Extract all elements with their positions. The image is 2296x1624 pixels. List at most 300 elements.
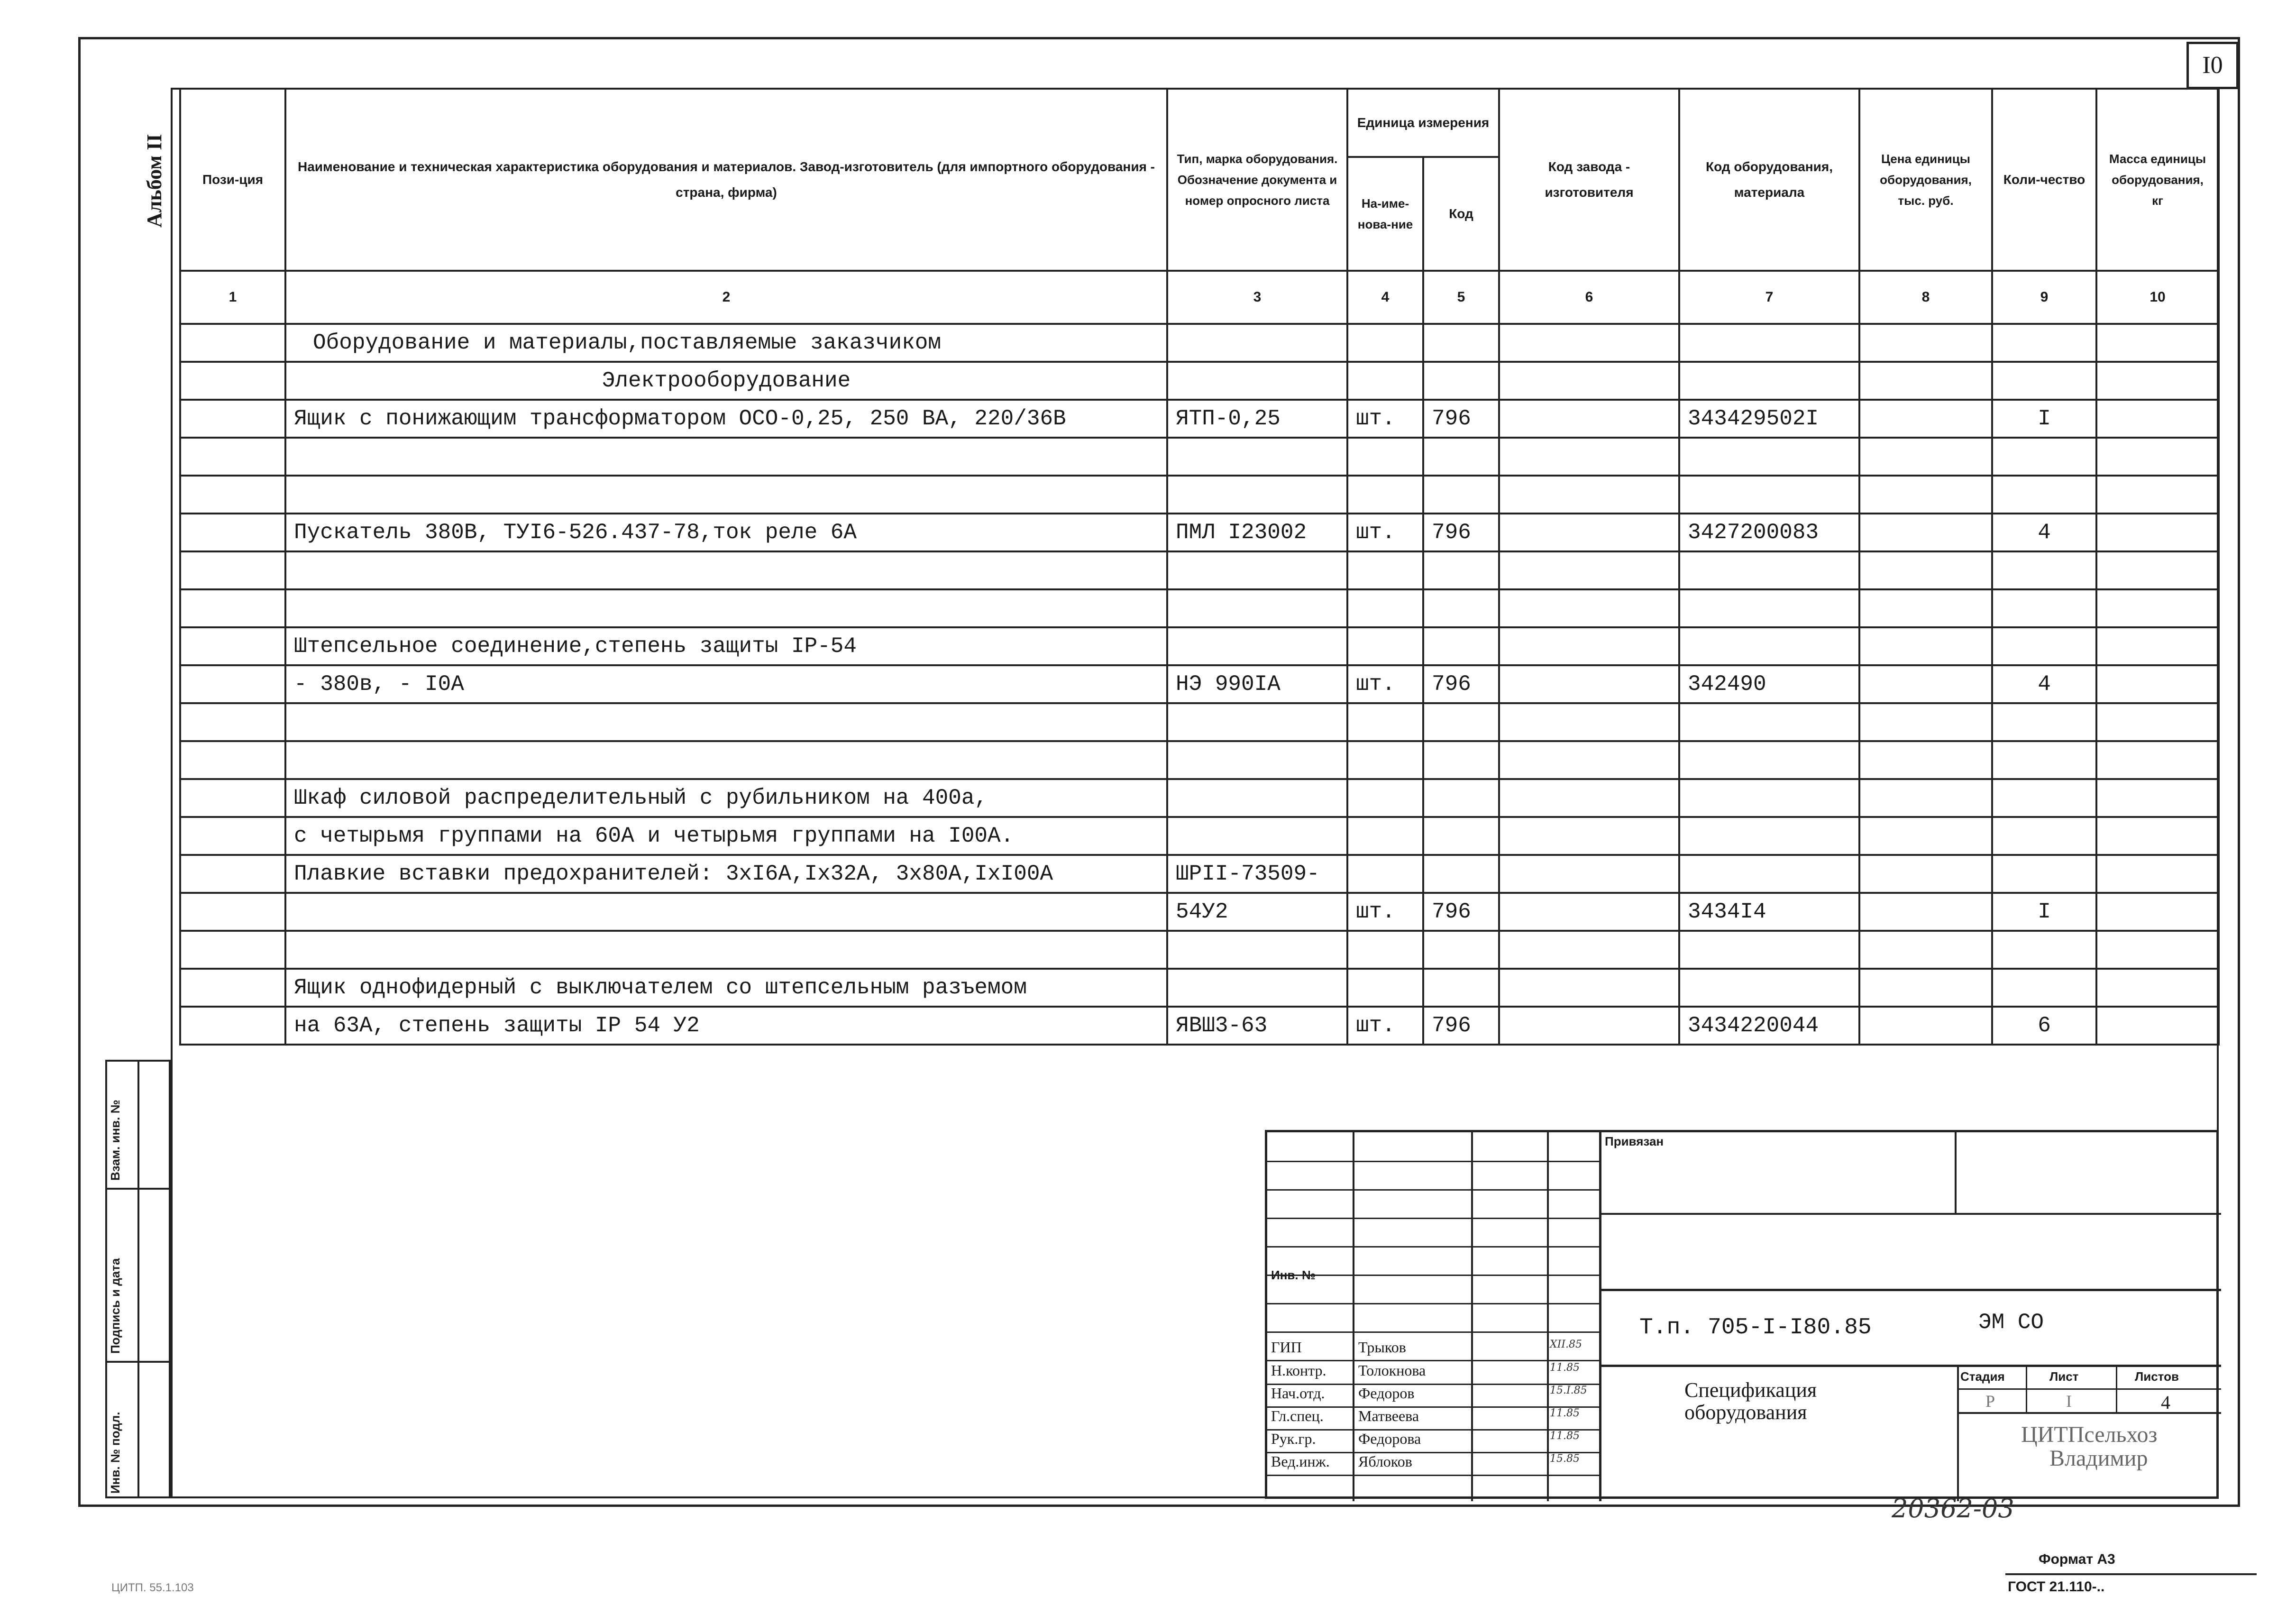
specification-body bbox=[180, 324, 2219, 1045]
cell-price bbox=[1859, 362, 1992, 400]
stamp-line bbox=[1353, 1132, 1354, 1501]
cell-quantity bbox=[1992, 817, 2096, 855]
cell-unit-code bbox=[1423, 324, 1499, 362]
stamp-organization: ЦИТПсельхоз bbox=[2021, 1422, 2158, 1447]
cell-price bbox=[1859, 665, 1992, 703]
cell-equipment-code bbox=[1679, 779, 1859, 817]
header-unit: Единица измерения bbox=[1347, 89, 1499, 157]
cell-plant-code bbox=[1499, 362, 1679, 400]
cell-unit bbox=[1347, 855, 1423, 893]
cell-mass bbox=[2096, 931, 2219, 969]
cell-name: Ящик однофидерный с выключателем со штепсельным разъемом bbox=[285, 969, 1167, 1007]
cell-unit-code bbox=[1423, 438, 1499, 476]
cell-plant-code bbox=[1499, 324, 1679, 362]
cell-quantity: 6 bbox=[1992, 1007, 2096, 1045]
table-row bbox=[180, 362, 2219, 400]
cell-position bbox=[180, 1007, 285, 1045]
cell-unit bbox=[1347, 551, 1423, 589]
cell-equipment-code: 3434220044 bbox=[1679, 1007, 1859, 1045]
cell-unit bbox=[1347, 779, 1423, 817]
cell-unit-code bbox=[1423, 476, 1499, 514]
cell-mass bbox=[2096, 817, 2219, 855]
stamp-line bbox=[1599, 1213, 2221, 1215]
cell-name: Пускатель 380В, ТУI6-526.437-78,ток реле 6А bbox=[285, 514, 1167, 551]
cell-equipment-code bbox=[1679, 817, 1859, 855]
cell-unit-code: 796 bbox=[1423, 1007, 1499, 1045]
column-number: 6 bbox=[1499, 271, 1679, 324]
cell-unit-code bbox=[1423, 627, 1499, 665]
cell-price bbox=[1859, 551, 1992, 589]
cell-price bbox=[1859, 627, 1992, 665]
cell-unit-code: 796 bbox=[1423, 400, 1499, 438]
column-number: 1 bbox=[180, 271, 285, 324]
stamp-line bbox=[2116, 1365, 2117, 1412]
cell-price bbox=[1859, 400, 1992, 438]
cell-type bbox=[1167, 362, 1347, 400]
cell-mass bbox=[2096, 551, 2219, 589]
stamp-sheets-label: Листов bbox=[2135, 1369, 2179, 1384]
cell-quantity: 4 bbox=[1992, 514, 2096, 551]
cell-quantity bbox=[1992, 476, 2096, 514]
cell-plant-code bbox=[1499, 476, 1679, 514]
stamp-role: Нач.отд. bbox=[1271, 1385, 1325, 1402]
cell-unit: шт. bbox=[1347, 665, 1423, 703]
cell-name: с четырьмя группами на 60А и четырьмя группами на I00А. bbox=[285, 817, 1167, 855]
stamp-line bbox=[1267, 1246, 1599, 1248]
header-mass: Масса единицы оборудования, кг bbox=[2096, 89, 2219, 271]
column-number: 3 bbox=[1167, 271, 1347, 324]
cell-position bbox=[180, 627, 285, 665]
cell-name: Штепсельное соединение,степень защиты IP-54 bbox=[285, 627, 1167, 665]
stamp-person-name: Трыков bbox=[1358, 1339, 1406, 1356]
stamp-section-code: ЭМ СО bbox=[1978, 1310, 2044, 1335]
stamp-line bbox=[1267, 1303, 1599, 1304]
cell-type: 54У2 bbox=[1167, 893, 1347, 931]
stamp-role: Рук.гр. bbox=[1271, 1430, 1316, 1447]
cell-quantity bbox=[1992, 969, 2096, 1007]
stamp-line bbox=[1267, 1360, 1599, 1361]
cell-unit: шт. bbox=[1347, 514, 1423, 551]
stamp-person-name: Толокнова bbox=[1358, 1362, 1426, 1379]
cell-type: НЭ 990IA bbox=[1167, 665, 1347, 703]
cell-mass bbox=[2096, 779, 2219, 817]
cell-unit bbox=[1347, 438, 1423, 476]
stamp-document-code: Т.п. 705-I-I80.85 bbox=[1639, 1315, 1872, 1340]
table-row bbox=[180, 779, 2219, 817]
cell-position bbox=[180, 741, 285, 779]
cell-unit-code bbox=[1423, 779, 1499, 817]
stamp-sheets-value: 4 bbox=[2161, 1392, 2170, 1413]
table-row bbox=[180, 703, 2219, 741]
cell-mass bbox=[2096, 438, 2219, 476]
stamp-line bbox=[1599, 1289, 2221, 1291]
cell-plant-code bbox=[1499, 779, 1679, 817]
cell-unit bbox=[1347, 703, 1423, 741]
cell-unit-code bbox=[1423, 703, 1499, 741]
cell-name bbox=[285, 893, 1167, 931]
archive-number: 20362-03 bbox=[1892, 1494, 2014, 1523]
cell-quantity bbox=[1992, 703, 2096, 741]
stamp-person-name: Яблоков bbox=[1358, 1453, 1412, 1470]
cell-equipment-code bbox=[1679, 855, 1859, 893]
cell-plant-code bbox=[1499, 665, 1679, 703]
cell-quantity bbox=[1992, 551, 2096, 589]
cell-price bbox=[1859, 741, 1992, 779]
cell-name bbox=[285, 438, 1167, 476]
cell-equipment-code bbox=[1679, 969, 1859, 1007]
cell-quantity: 4 bbox=[1992, 665, 2096, 703]
cell-equipment-code bbox=[1679, 438, 1859, 476]
cell-name: Шкаф силовой распределительный с рубильником на 400а, bbox=[285, 779, 1167, 817]
cell-equipment-code bbox=[1679, 476, 1859, 514]
cell-unit-code: 796 bbox=[1423, 514, 1499, 551]
specification-table bbox=[179, 88, 2220, 1046]
cell-price bbox=[1859, 589, 1992, 627]
cell-price bbox=[1859, 476, 1992, 514]
table-row bbox=[180, 514, 2219, 551]
strip-label-replacement: Взам. инв. № bbox=[108, 1100, 122, 1181]
cell-type bbox=[1167, 476, 1347, 514]
cell-quantity bbox=[1992, 589, 2096, 627]
cell-mass bbox=[2096, 855, 2219, 893]
cell-unit bbox=[1347, 627, 1423, 665]
cell-name: Ящик с понижающим трансформатором ОСО-0,25, 250 ВА, 220/36В bbox=[285, 400, 1167, 438]
cell-quantity bbox=[1992, 855, 2096, 893]
cell-price bbox=[1859, 855, 1992, 893]
cell-unit-code bbox=[1423, 931, 1499, 969]
cell-quantity bbox=[1992, 362, 2096, 400]
format-label: Формат А3 bbox=[2039, 1551, 2115, 1567]
cell-equipment-code bbox=[1679, 741, 1859, 779]
cell-mass bbox=[2096, 476, 2219, 514]
cell-plant-code bbox=[1499, 1007, 1679, 1045]
stamp-date: 11.85 bbox=[1550, 1430, 1580, 1442]
stamp-line bbox=[1599, 1365, 2221, 1367]
cell-mass bbox=[2096, 400, 2219, 438]
cell-unit-code bbox=[1423, 589, 1499, 627]
cell-unit bbox=[1347, 476, 1423, 514]
stamp-date: 15.85 bbox=[1550, 1453, 1580, 1465]
cell-unit-code: 796 bbox=[1423, 893, 1499, 931]
cell-position bbox=[180, 438, 285, 476]
cell-unit-code: 796 bbox=[1423, 665, 1499, 703]
cell-type: ШРII-73509- bbox=[1167, 855, 1347, 893]
strip-label-signature: Подпись и дата bbox=[108, 1258, 122, 1354]
cell-quantity bbox=[1992, 438, 2096, 476]
cell-price bbox=[1859, 893, 1992, 931]
header-unit-name: На-име-нова-ние bbox=[1347, 157, 1423, 271]
cell-mass bbox=[2096, 627, 2219, 665]
stamp-line bbox=[1267, 1189, 1599, 1191]
title-block bbox=[1265, 1130, 2219, 1499]
cell-equipment-code bbox=[1679, 627, 1859, 665]
cell-quantity: I bbox=[1992, 893, 2096, 931]
cell-price bbox=[1859, 969, 1992, 1007]
table-row bbox=[180, 665, 2219, 703]
cell-plant-code bbox=[1499, 438, 1679, 476]
cell-name bbox=[285, 703, 1167, 741]
stamp-line bbox=[1599, 1132, 1601, 1501]
cell-type bbox=[1167, 969, 1347, 1007]
cell-plant-code bbox=[1499, 551, 1679, 589]
cell-plant-code bbox=[1499, 817, 1679, 855]
table-row bbox=[180, 589, 2219, 627]
stamp-line bbox=[1547, 1132, 1549, 1501]
cell-type: ЯТП-0,25 bbox=[1167, 400, 1347, 438]
cell-name: Оборудование и материалы,поставляемые заказчиком bbox=[285, 324, 1167, 362]
table-row bbox=[180, 1007, 2219, 1045]
stamp-stage-value: Р bbox=[1985, 1392, 1995, 1411]
header-quantity: Коли-чество bbox=[1992, 89, 2096, 271]
cell-name: Плавкие вставки предохранителей: 3хI6А,Iх32А, 3х80А,IхI00А bbox=[285, 855, 1167, 893]
cell-price bbox=[1859, 779, 1992, 817]
cell-quantity: I bbox=[1992, 400, 2096, 438]
cell-type bbox=[1167, 551, 1347, 589]
stamp-line bbox=[1471, 1132, 1473, 1501]
stamp-city: Владимир bbox=[2049, 1446, 2148, 1471]
table-row bbox=[180, 741, 2219, 779]
sheet-number: I0 bbox=[2186, 42, 2239, 89]
table-row bbox=[180, 627, 2219, 665]
cell-name: - 380в, - I0А bbox=[285, 665, 1167, 703]
stamp-person-name: Федорова bbox=[1358, 1430, 1421, 1447]
cell-position bbox=[180, 324, 285, 362]
stamp-date: 11.85 bbox=[1550, 1407, 1580, 1419]
cell-price bbox=[1859, 931, 1992, 969]
cell-plant-code bbox=[1499, 589, 1679, 627]
cell-unit bbox=[1347, 931, 1423, 969]
cell-unit bbox=[1347, 589, 1423, 627]
cell-position bbox=[180, 514, 285, 551]
cell-quantity bbox=[1992, 741, 2096, 779]
column-number: 4 bbox=[1347, 271, 1423, 324]
column-number: 10 bbox=[2096, 271, 2219, 324]
cell-price bbox=[1859, 817, 1992, 855]
column-number: 8 bbox=[1859, 271, 1992, 324]
cell-unit-code bbox=[1423, 969, 1499, 1007]
header-price: Цена единицы оборудования, тыс. руб. bbox=[1859, 89, 1992, 271]
stamp-date: 11.85 bbox=[1550, 1362, 1580, 1374]
cell-unit-code bbox=[1423, 855, 1499, 893]
table-header-row bbox=[180, 89, 2219, 157]
cell-position bbox=[180, 476, 285, 514]
stamp-line bbox=[1267, 1161, 1599, 1162]
column-number: 2 bbox=[285, 271, 1167, 324]
cell-unit: шт. bbox=[1347, 400, 1423, 438]
column-number: 7 bbox=[1679, 271, 1859, 324]
cell-position bbox=[180, 703, 285, 741]
header-type: Тип, марка оборудования. Обозначение документа и номер опросного листа bbox=[1167, 89, 1347, 271]
cell-plant-code bbox=[1499, 931, 1679, 969]
column-number: 5 bbox=[1423, 271, 1499, 324]
stamp-role: Н.контр. bbox=[1271, 1362, 1326, 1379]
cell-position bbox=[180, 855, 285, 893]
cell-type bbox=[1167, 741, 1347, 779]
strip-divider bbox=[137, 1060, 139, 1498]
stamp-privyazan: Привязан bbox=[1605, 1134, 1664, 1148]
stamp-date: 15.I.85 bbox=[1550, 1385, 1587, 1396]
cell-type bbox=[1167, 817, 1347, 855]
cell-plant-code bbox=[1499, 627, 1679, 665]
cell-mass bbox=[2096, 589, 2219, 627]
stamp-line bbox=[1267, 1429, 1599, 1431]
table-row bbox=[180, 969, 2219, 1007]
cell-name bbox=[285, 476, 1167, 514]
cell-equipment-code bbox=[1679, 551, 1859, 589]
table-row bbox=[180, 476, 2219, 514]
cell-position bbox=[180, 589, 285, 627]
stamp-inventory-number: Инв. № bbox=[1271, 1268, 1316, 1282]
cell-position bbox=[180, 931, 285, 969]
cell-type bbox=[1167, 703, 1347, 741]
cell-equipment-code bbox=[1679, 931, 1859, 969]
table-row bbox=[180, 438, 2219, 476]
cell-mass bbox=[2096, 665, 2219, 703]
table-row bbox=[180, 551, 2219, 589]
stamp-line bbox=[1267, 1218, 1599, 1219]
cell-unit-code bbox=[1423, 551, 1499, 589]
cell-position bbox=[180, 400, 285, 438]
cell-price bbox=[1859, 703, 1992, 741]
table-row bbox=[180, 931, 2219, 969]
cell-plant-code bbox=[1499, 855, 1679, 893]
table-row bbox=[180, 893, 2219, 931]
cell-type bbox=[1167, 931, 1347, 969]
cell-unit-code bbox=[1423, 817, 1499, 855]
stamp-line bbox=[1957, 1365, 1959, 1501]
cell-position bbox=[180, 362, 285, 400]
cell-unit bbox=[1347, 817, 1423, 855]
stamp-line bbox=[1957, 1388, 2221, 1390]
stamp-person-name: Матвеева bbox=[1358, 1407, 1419, 1424]
cell-price bbox=[1859, 324, 1992, 362]
cell-name bbox=[285, 589, 1167, 627]
cell-position bbox=[180, 779, 285, 817]
cell-quantity bbox=[1992, 324, 2096, 362]
stamp-line bbox=[1957, 1412, 2221, 1414]
cell-quantity bbox=[1992, 779, 2096, 817]
cell-unit bbox=[1347, 362, 1423, 400]
cell-unit: шт. bbox=[1347, 1007, 1423, 1045]
table-row bbox=[180, 324, 2219, 362]
stamp-line bbox=[1955, 1132, 1957, 1213]
cell-unit-code bbox=[1423, 362, 1499, 400]
cell-name: на 63А, степень защиты IP 54 У2 bbox=[285, 1007, 1167, 1045]
stamp-title-line-1: Спецификация bbox=[1684, 1378, 1817, 1402]
cell-type bbox=[1167, 589, 1347, 627]
table-row bbox=[180, 817, 2219, 855]
cell-price bbox=[1859, 438, 1992, 476]
cell-price bbox=[1859, 514, 1992, 551]
cell-quantity bbox=[1992, 627, 2096, 665]
stamp-role: Вед.инж. bbox=[1271, 1453, 1330, 1470]
cell-unit: шт. bbox=[1347, 893, 1423, 931]
stamp-sheet-value: I bbox=[2066, 1392, 2072, 1411]
stamp-line bbox=[1267, 1475, 1599, 1476]
cell-type: ЯВШ3-63 bbox=[1167, 1007, 1347, 1045]
cell-plant-code bbox=[1499, 703, 1679, 741]
cell-position bbox=[180, 551, 285, 589]
table-row bbox=[180, 855, 2219, 893]
stamp-person-name: Федоров bbox=[1358, 1385, 1415, 1402]
cell-equipment-code: 342490 bbox=[1679, 665, 1859, 703]
header-position: Пози-ция bbox=[180, 89, 285, 271]
cell-type bbox=[1167, 779, 1347, 817]
bottom-left-code: ЦИТП. 55.1.103 bbox=[111, 1581, 194, 1594]
cell-equipment-code bbox=[1679, 703, 1859, 741]
cell-mass bbox=[2096, 514, 2219, 551]
table-row bbox=[180, 400, 2219, 438]
cell-equipment-code: 3434I4 bbox=[1679, 893, 1859, 931]
cell-type bbox=[1167, 627, 1347, 665]
cell-mass bbox=[2096, 893, 2219, 931]
cell-unit bbox=[1347, 741, 1423, 779]
cell-price bbox=[1859, 1007, 1992, 1045]
stamp-line bbox=[1267, 1275, 1599, 1276]
cell-mass bbox=[2096, 969, 2219, 1007]
album-label: Альбом II bbox=[143, 134, 166, 228]
stamp-role: ГИП bbox=[1271, 1339, 1302, 1356]
bottom-rule bbox=[2005, 1573, 2257, 1575]
stamp-role: Гл.спец. bbox=[1271, 1407, 1324, 1424]
header-equipment-code: Код оборудования, материала bbox=[1679, 89, 1859, 271]
stamp-sheet-label: Лист bbox=[2049, 1369, 2079, 1384]
cell-name bbox=[285, 931, 1167, 969]
cell-unit-code bbox=[1423, 741, 1499, 779]
cell-unit bbox=[1347, 969, 1423, 1007]
cell-type: ПМЛ I23002 bbox=[1167, 514, 1347, 551]
stamp-stage-label: Стадия bbox=[1960, 1369, 2005, 1384]
cell-mass bbox=[2096, 741, 2219, 779]
cell-plant-code bbox=[1499, 514, 1679, 551]
cell-unit bbox=[1347, 324, 1423, 362]
header-name: Наименование и техническая характеристика оборудования и материалов. Завод-изготовитель (для импортного оборудования - страна, фирма) bbox=[285, 89, 1167, 271]
stamp-title-line-2: оборудования bbox=[1684, 1401, 1807, 1424]
cell-position bbox=[180, 665, 285, 703]
gost-label: ГОСТ 21.110-.. bbox=[2008, 1579, 2105, 1595]
cell-plant-code bbox=[1499, 969, 1679, 1007]
header-unit-code: Код bbox=[1423, 157, 1499, 271]
cell-type bbox=[1167, 438, 1347, 476]
stamp-line bbox=[2026, 1365, 2027, 1412]
cell-equipment-code: 3427200083 bbox=[1679, 514, 1859, 551]
cell-position bbox=[180, 893, 285, 931]
cell-position bbox=[180, 817, 285, 855]
cell-equipment-code bbox=[1679, 324, 1859, 362]
cell-plant-code bbox=[1499, 400, 1679, 438]
stamp-date: XII.85 bbox=[1550, 1339, 1583, 1350]
header-plant-code: Код завода - изготовителя bbox=[1499, 89, 1679, 271]
cell-name bbox=[285, 741, 1167, 779]
cell-mass bbox=[2096, 362, 2219, 400]
cell-name bbox=[285, 551, 1167, 589]
cell-quantity bbox=[1992, 931, 2096, 969]
strip-label-inventory: Инв. № подл. bbox=[108, 1412, 122, 1494]
cell-equipment-code: 343429502I bbox=[1679, 400, 1859, 438]
cell-equipment-code bbox=[1679, 362, 1859, 400]
cell-plant-code bbox=[1499, 741, 1679, 779]
cell-name: Электрооборудование bbox=[285, 362, 1167, 400]
cell-plant-code bbox=[1499, 893, 1679, 931]
stamp-line bbox=[1267, 1331, 1599, 1333]
cell-mass bbox=[2096, 324, 2219, 362]
column-number: 9 bbox=[1992, 271, 2096, 324]
cell-type bbox=[1167, 324, 1347, 362]
cell-equipment-code bbox=[1679, 589, 1859, 627]
cell-position bbox=[180, 969, 285, 1007]
cell-mass bbox=[2096, 703, 2219, 741]
column-number-row bbox=[180, 271, 2219, 324]
